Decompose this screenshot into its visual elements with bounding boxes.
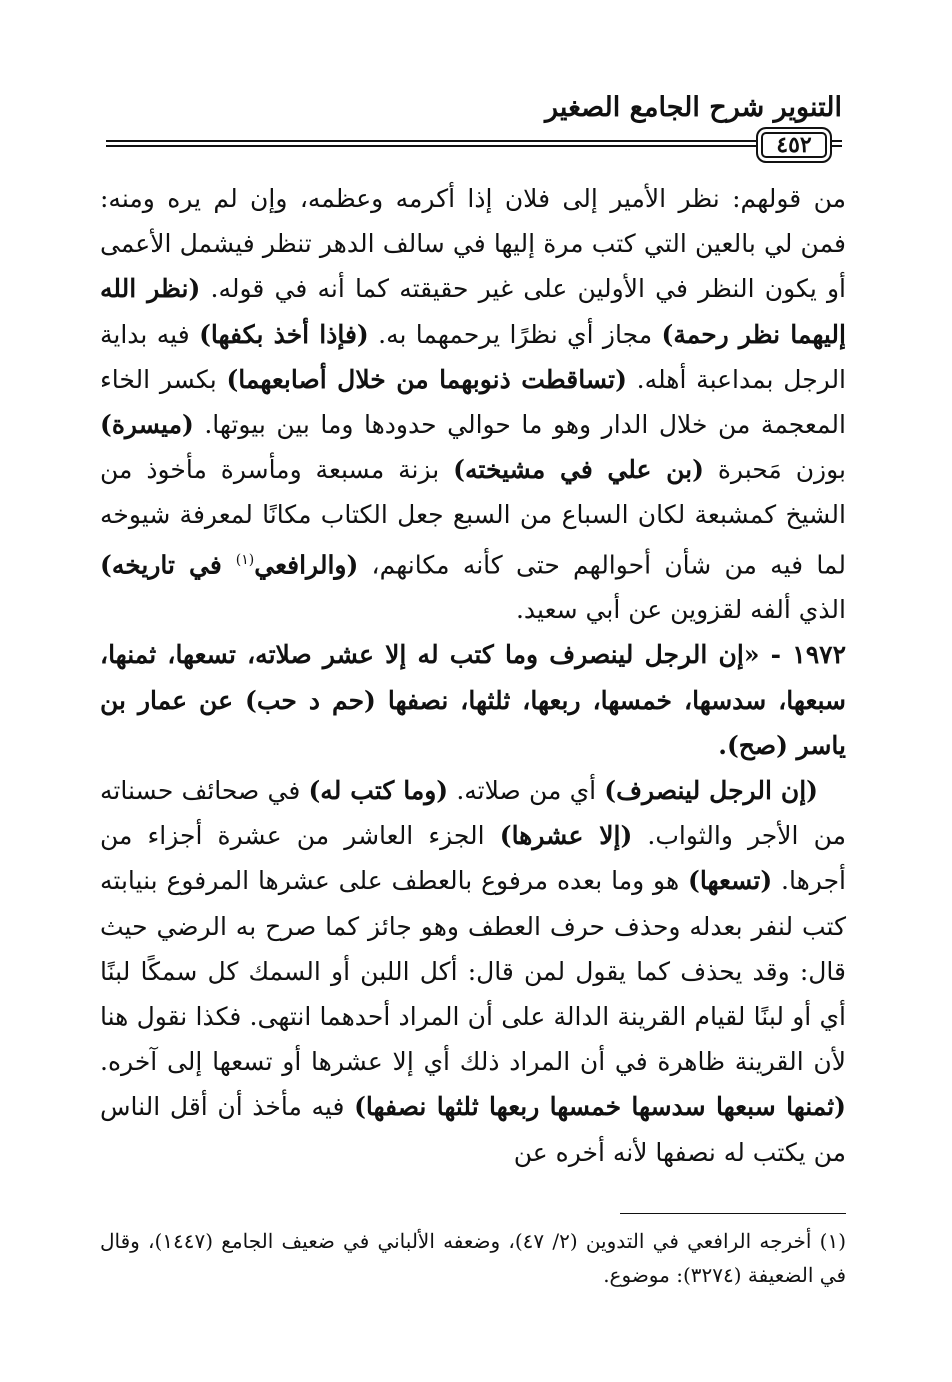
text-run: الجزء العاشر من عشرة أجزاء من أجرها. [100, 821, 847, 896]
quoted-phrase: (تسعها) [688, 866, 773, 896]
quoted-phrase: (فإذا أخذ بكفها) [199, 319, 369, 349]
quoted-phrase: في تاريخه) [100, 549, 236, 579]
commentary-paragraph-2 [100, 768, 846, 1175]
text-run: الذي ألفه لقزوين عن أبي سعيد. [515, 595, 846, 625]
text-run: بكسر الخاء المعجمة من خلال الدار وهو ما حوالي حدودها وما بين بيوتها. [100, 364, 846, 440]
text-run: بوزن مَحبرة [703, 455, 847, 485]
text-run: هو وما بعده مرفوع بالعطف على عشرها المرفوع بنيابته كتب لنفر بعدله وحذف حرف العطف وهو جائز كما صرح به الرضي حيث قال: وقد يحذف كما يقول لمن قال: أكل اللبن أو السمك كل سمكًا لبنًا أي أو لبنًا لقيام القرينة الدالة على أن المراد أحدهما انتهى. فكذا نقول هنا لأن القرينة ظاهرة في أن المراد ذلك أي إلا عشرها أو تسعها إلى آخره. [100, 866, 846, 1077]
quoted-phrase: (نظر الله إليهما نظر رحمة) [100, 274, 846, 349]
hadith-text: «إن الرجل لينصرف وما كتب له إلا عشر صلاته، تسعها، ثمنها، سبعها، سدسها، خمسها، ربعها، ثلثها، نصفها (حم د حب) عن عمار بن ياسر (صح). [100, 640, 846, 760]
text-run: مجاز أي نظرًا يرحمهما به. [368, 319, 662, 349]
text-run: في صحائف حسناته من الأجر والثواب. [100, 775, 846, 851]
header-rule [106, 140, 756, 147]
hadith-dash: - [759, 640, 793, 670]
running-title: التنوير شرح الجامع الصغير [545, 92, 842, 123]
text-run: فيه مأخذ أن أقل الناس من يكتب له نصفها لأنه أخره عن [100, 1092, 846, 1167]
text-run: فيه بداية الرجل بمداعبة أهله. [100, 319, 847, 394]
footnote-1: (١) أخرجه الرافعي في التدوين (٢/ ٤٧)، وضعفه الألباني في ضعيف الجامع (١٤٤٧)، وقال في الضعيفة (٣٢٧٤): موضوع. [100, 1229, 846, 1287]
page-number [756, 127, 832, 163]
quoted-phrase: (وما كتب له) [308, 775, 449, 805]
text-run: أي من صلاته. [448, 775, 605, 805]
main-text [100, 176, 846, 1175]
quoted-phrase: (ثمنها سبعها سدسها خمسها ربعها ثلثها نصفها) [354, 1092, 846, 1122]
quoted-phrase: (بن علي في مشيخته) [453, 455, 704, 485]
page-number-text: ٤٥٢ [776, 132, 812, 158]
header-rule-end [830, 140, 842, 147]
text-run: من قولهم: نظر الأمير إلى فلان إذا أكرمه وعظمه، وإن لم يره ومنه: فمن لي بالعين التي كتب مرة إليها في سالف الدهر تنظر فيشمل الأعمى أو يكون النظر في الأولين على غير حقيقته كما أنه في قوله. [100, 184, 846, 304]
commentary-paragraph-1 [100, 176, 846, 632]
footnote-reference[interactable]: (١) [235, 551, 255, 568]
quoted-phrase: (تساقطت ذنوبهما من خلال أصابعهما) [226, 364, 627, 394]
quoted-phrase: (والرافعي [254, 549, 359, 579]
hadith-number: ١٩٧٢ [792, 640, 846, 670]
quoted-phrase: (إلا عشرها) [499, 821, 633, 851]
quoted-phrase: (ميسرة) [100, 410, 194, 440]
quoted-phrase: (إن الرجل لينصرف) [604, 775, 818, 805]
footnote-area [100, 1224, 846, 1292]
footnote-separator [620, 1213, 846, 1214]
text-run: بزنة مسبعة ومأسرة مأخوذ من الشيخ كمشبعة لكان السباع من السبع جعل الكتاب مكانًا لمعرفة شيوخه لما فيه من شأن أحوالهم حتى كأنه مكانهم، [100, 455, 847, 579]
hadith-entry [100, 632, 846, 768]
